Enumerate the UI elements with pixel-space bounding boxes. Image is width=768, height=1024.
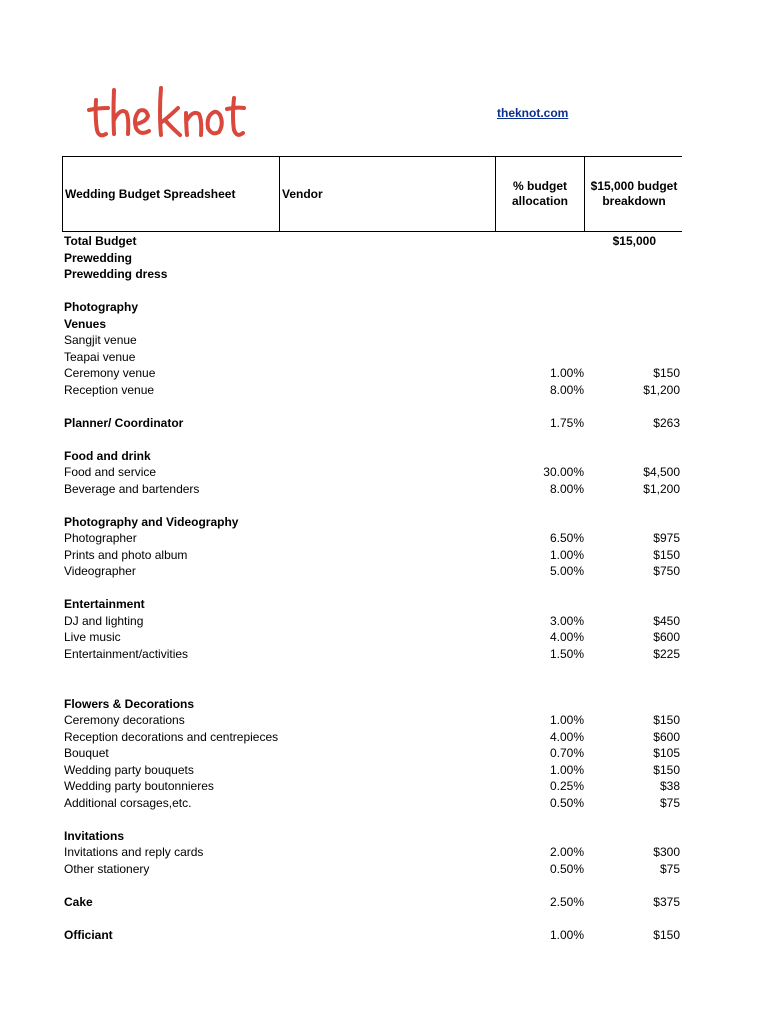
row-percent: 30.00% bbox=[543, 465, 584, 480]
row-label: Bouquet bbox=[64, 746, 109, 761]
table-row bbox=[64, 696, 684, 712]
header-vendor: Vendor bbox=[280, 157, 496, 231]
table-row bbox=[64, 828, 684, 844]
row-label: Planner/ Coordinator bbox=[64, 415, 184, 430]
row-amount: $150 bbox=[653, 366, 680, 381]
spacer-row bbox=[64, 811, 684, 827]
row-label: Ceremony venue bbox=[64, 366, 156, 381]
table-row bbox=[64, 729, 684, 745]
table-row bbox=[64, 316, 684, 332]
row-label: Officiant bbox=[64, 927, 113, 942]
row-label: Other stationery bbox=[64, 861, 150, 876]
spacer-row bbox=[64, 497, 684, 513]
table-row bbox=[64, 481, 684, 497]
row-amount: $450 bbox=[653, 613, 680, 628]
row-label: Live music bbox=[64, 630, 121, 645]
table-row bbox=[64, 349, 684, 365]
table-row bbox=[64, 233, 684, 249]
row-amount: $263 bbox=[653, 415, 680, 430]
table-row bbox=[64, 844, 684, 860]
row-label: Ceremony decorations bbox=[64, 713, 185, 728]
spacer-row bbox=[64, 910, 684, 926]
row-percent: 1.50% bbox=[549, 647, 584, 661]
row-label: Photography bbox=[64, 300, 138, 315]
row-amount: $150 bbox=[653, 762, 680, 777]
row-label: Prewedding bbox=[64, 250, 133, 265]
table-header bbox=[62, 156, 682, 232]
row-label: Prints and photo album bbox=[64, 547, 188, 562]
table-row bbox=[64, 646, 684, 662]
row-percent: 1.00% bbox=[549, 366, 584, 381]
table-row bbox=[64, 365, 684, 381]
table-row bbox=[64, 795, 684, 811]
table-row bbox=[64, 299, 684, 315]
spacer-row bbox=[64, 398, 684, 414]
row-label: Videographer bbox=[64, 564, 136, 579]
row-label: Wedding party bouquets bbox=[64, 762, 194, 777]
row-label: Beverage and bartenders bbox=[64, 481, 200, 496]
row-amount: $15,000 bbox=[612, 234, 656, 248]
spacer-row bbox=[64, 877, 684, 893]
table-row bbox=[64, 629, 684, 645]
table-row bbox=[64, 745, 684, 761]
row-percent: 1.75% bbox=[549, 415, 584, 430]
row-percent: 0.70% bbox=[549, 746, 584, 761]
row-percent: 6.50% bbox=[549, 531, 584, 546]
row-amount: $150 bbox=[653, 713, 680, 728]
header-budget-breakdown: $15,000 budget breakdown bbox=[590, 179, 678, 208]
table-row bbox=[64, 448, 684, 464]
row-percent: 1.00% bbox=[549, 927, 584, 942]
row-amount: $600 bbox=[653, 729, 680, 744]
table-row bbox=[64, 547, 684, 563]
row-percent: 5.00% bbox=[549, 564, 584, 579]
row-label: Sangjit venue bbox=[64, 333, 137, 348]
row-amount: $150 bbox=[653, 547, 680, 562]
row-amount: $1,200 bbox=[643, 481, 680, 496]
spacer-row bbox=[64, 431, 684, 447]
spacer-row bbox=[64, 580, 684, 596]
spacer-row bbox=[64, 663, 684, 679]
row-percent: 0.50% bbox=[549, 795, 584, 810]
row-amount: $150 bbox=[653, 927, 680, 942]
row-label: Prewedding dress bbox=[64, 267, 168, 282]
header-title: Wedding Budget Spreadsheet bbox=[63, 157, 280, 231]
row-percent: 1.00% bbox=[549, 762, 584, 777]
row-percent: 2.50% bbox=[549, 894, 584, 909]
row-label: Photography and Videography bbox=[64, 514, 239, 529]
row-label: Photographer bbox=[64, 531, 137, 546]
row-percent: 1.00% bbox=[549, 547, 584, 562]
row-label: Teapai venue bbox=[64, 349, 136, 364]
row-label: Wedding party boutonnieres bbox=[64, 779, 214, 794]
row-label: Flowers & Decorations bbox=[64, 696, 195, 711]
row-amount: $600 bbox=[653, 630, 680, 645]
row-amount: $105 bbox=[653, 746, 680, 761]
row-amount: $375 bbox=[653, 894, 680, 909]
header-percent-allocation: % budget allocation bbox=[496, 157, 585, 231]
row-percent: 4.00% bbox=[549, 630, 584, 645]
table-row bbox=[64, 613, 684, 629]
row-label: Total Budget bbox=[64, 234, 137, 248]
theknot-link[interactable]: theknot.com bbox=[497, 106, 569, 120]
table-row bbox=[64, 382, 684, 398]
row-amount: $4,500 bbox=[643, 465, 680, 480]
table-row bbox=[64, 266, 684, 282]
row-percent: 3.00% bbox=[549, 613, 584, 628]
row-percent: 1.00% bbox=[549, 713, 584, 728]
row-percent: 4.00% bbox=[549, 729, 584, 744]
table-row bbox=[64, 250, 684, 266]
row-label: Reception decorations and centrepieces bbox=[64, 729, 279, 744]
table-row bbox=[64, 861, 684, 877]
row-amount: $75 bbox=[659, 861, 680, 876]
row-label: Additional corsages,etc. bbox=[64, 795, 192, 810]
row-label: DJ and lighting bbox=[64, 613, 144, 628]
the-knot-logo bbox=[86, 78, 246, 148]
spacer-row bbox=[64, 679, 684, 695]
table-row bbox=[64, 712, 684, 728]
table-row bbox=[64, 415, 684, 431]
row-label: Entertainment/activities bbox=[64, 647, 189, 661]
row-amount: $750 bbox=[653, 564, 680, 579]
table-row bbox=[64, 778, 684, 794]
spacer-row bbox=[64, 283, 684, 299]
row-label: Entertainment bbox=[64, 597, 145, 612]
row-label: Reception venue bbox=[64, 382, 155, 397]
row-label: Cake bbox=[64, 894, 93, 909]
row-percent: 8.00% bbox=[549, 481, 584, 496]
row-amount: $225 bbox=[653, 647, 680, 661]
row-amount: $975 bbox=[653, 531, 680, 546]
row-percent: 2.00% bbox=[549, 845, 584, 860]
row-percent: 0.50% bbox=[549, 861, 584, 876]
row-label: Venues bbox=[64, 316, 107, 331]
row-percent: 0.25% bbox=[549, 779, 584, 794]
row-amount: $1,200 bbox=[643, 382, 680, 397]
table-row bbox=[64, 927, 684, 943]
table-row bbox=[64, 530, 684, 546]
row-label: Invitations bbox=[64, 828, 125, 843]
table-row bbox=[64, 762, 684, 778]
row-label: Food and drink bbox=[64, 448, 151, 463]
table-row bbox=[64, 464, 684, 480]
row-amount: $38 bbox=[659, 779, 680, 794]
table-row bbox=[64, 514, 684, 530]
table-row bbox=[64, 894, 684, 910]
row-label: Invitations and reply cards bbox=[64, 845, 204, 860]
row-percent: 8.00% bbox=[549, 382, 584, 397]
row-amount: $300 bbox=[653, 845, 680, 860]
table-row bbox=[64, 332, 684, 348]
table-row bbox=[64, 596, 684, 612]
row-label: Food and service bbox=[64, 465, 157, 480]
table-row bbox=[64, 563, 684, 579]
row-amount: $75 bbox=[659, 795, 680, 810]
